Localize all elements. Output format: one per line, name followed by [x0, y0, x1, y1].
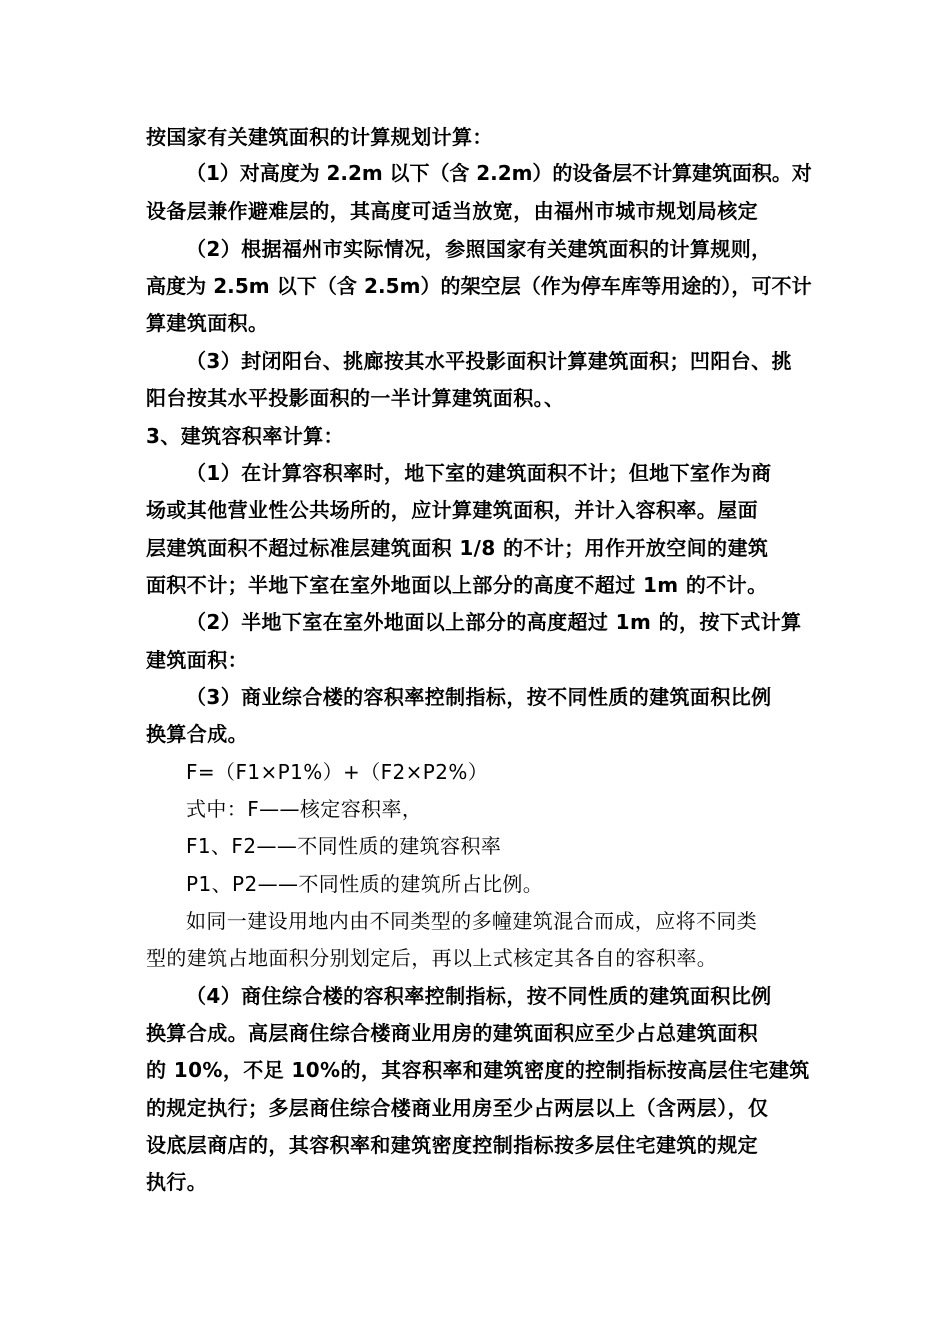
text-line-11: 场或其他营业性公共场所的，应计算建筑面积，并计入容积率。屋面 — [146, 498, 758, 522]
text-line-15: 建筑面积： — [146, 648, 248, 672]
text-line-22: 如同一建设用地内由不同类型的多幢建筑混合而成，应将不同类 — [186, 909, 758, 933]
text-line-7: （3）封闭阳台、挑廊按其水平投影面积计算建筑面积；凹阳台、挑 — [186, 349, 792, 373]
text-line-1: 按国家有关建筑面积的计算规划计算： — [146, 125, 493, 149]
text-line-9: 3、建筑容积率计算： — [146, 424, 344, 448]
text-line-23: 型的建筑占地面积分别划定后，再以上式核定其各自的容积率。 — [146, 946, 718, 970]
formula-legend-p1p2: P1、P2——不同性质的建筑所占比例。 — [186, 872, 544, 896]
text-line-26: 的 10%，不足 10%的，其容积率和建筑密度的控制指标按高层住宅建筑 — [146, 1058, 810, 1082]
text-line-14: （2）半地下室在室外地面以上部分的高度超过 1m 的，按下式计算 — [186, 610, 802, 634]
text-line-10: （1）在计算容积率时，地下室的建筑面积不计；但地下室作为商 — [186, 461, 772, 485]
text-line-27: 的规定执行；多层商住综合楼商业用房至少占两层以上（含两层），仅 — [146, 1096, 769, 1120]
text-line-2: （1）对高度为 2.2m 以下（含 2.2m）的设备层不计算建筑面积。对 — [186, 161, 812, 185]
text-line-8: 阳台按其水平投影面积的一半计算建筑面积。、 — [146, 386, 565, 410]
text-line-13: 面积不计；半地下室在室外地面以上部分的高度不超过 1m 的不计。 — [146, 573, 768, 597]
formula-legend-f: 式中：F——核定容积率， — [186, 797, 423, 821]
text-line-6: 算建筑面积。 — [146, 311, 269, 335]
text-line-3: 设备层兼作避难层的，其高度可适当放宽，由福州市城市规划局核定 — [146, 199, 758, 223]
text-line-12: 层建筑面积不超过标准层建筑面积 1/8 的不计；用作开放空间的建筑 — [146, 536, 769, 560]
text-line-24: （4）商住综合楼的容积率控制指标，按不同性质的建筑面积比例 — [186, 984, 772, 1008]
text-line-17: 换算合成。 — [146, 722, 248, 746]
text-line-4: （2）根据福州市实际情况，参照国家有关建筑面积的计算规则， — [186, 237, 772, 261]
formula-legend-f1f2: F1、F2——不同性质的建筑容积率 — [186, 834, 502, 858]
text-line-16: （3）商业综合楼的容积率控制指标，按不同性质的建筑面积比例 — [186, 685, 772, 709]
text-line-25: 换算合成。高层商住综合楼商业用房的建筑面积应至少占总建筑面积 — [146, 1021, 758, 1045]
text-line-29: 执行。 — [146, 1170, 208, 1194]
text-line-28: 设底层商店的，其容积率和建筑密度控制指标按多层住宅建筑的规定 — [146, 1133, 758, 1157]
text-line-5: 高度为 2.5m 以下（含 2.5m）的架空层（作为停车库等用途的），可不计 — [146, 274, 812, 298]
formula-line: F=（F1×P1%）+（F2×P2%） — [186, 760, 489, 784]
